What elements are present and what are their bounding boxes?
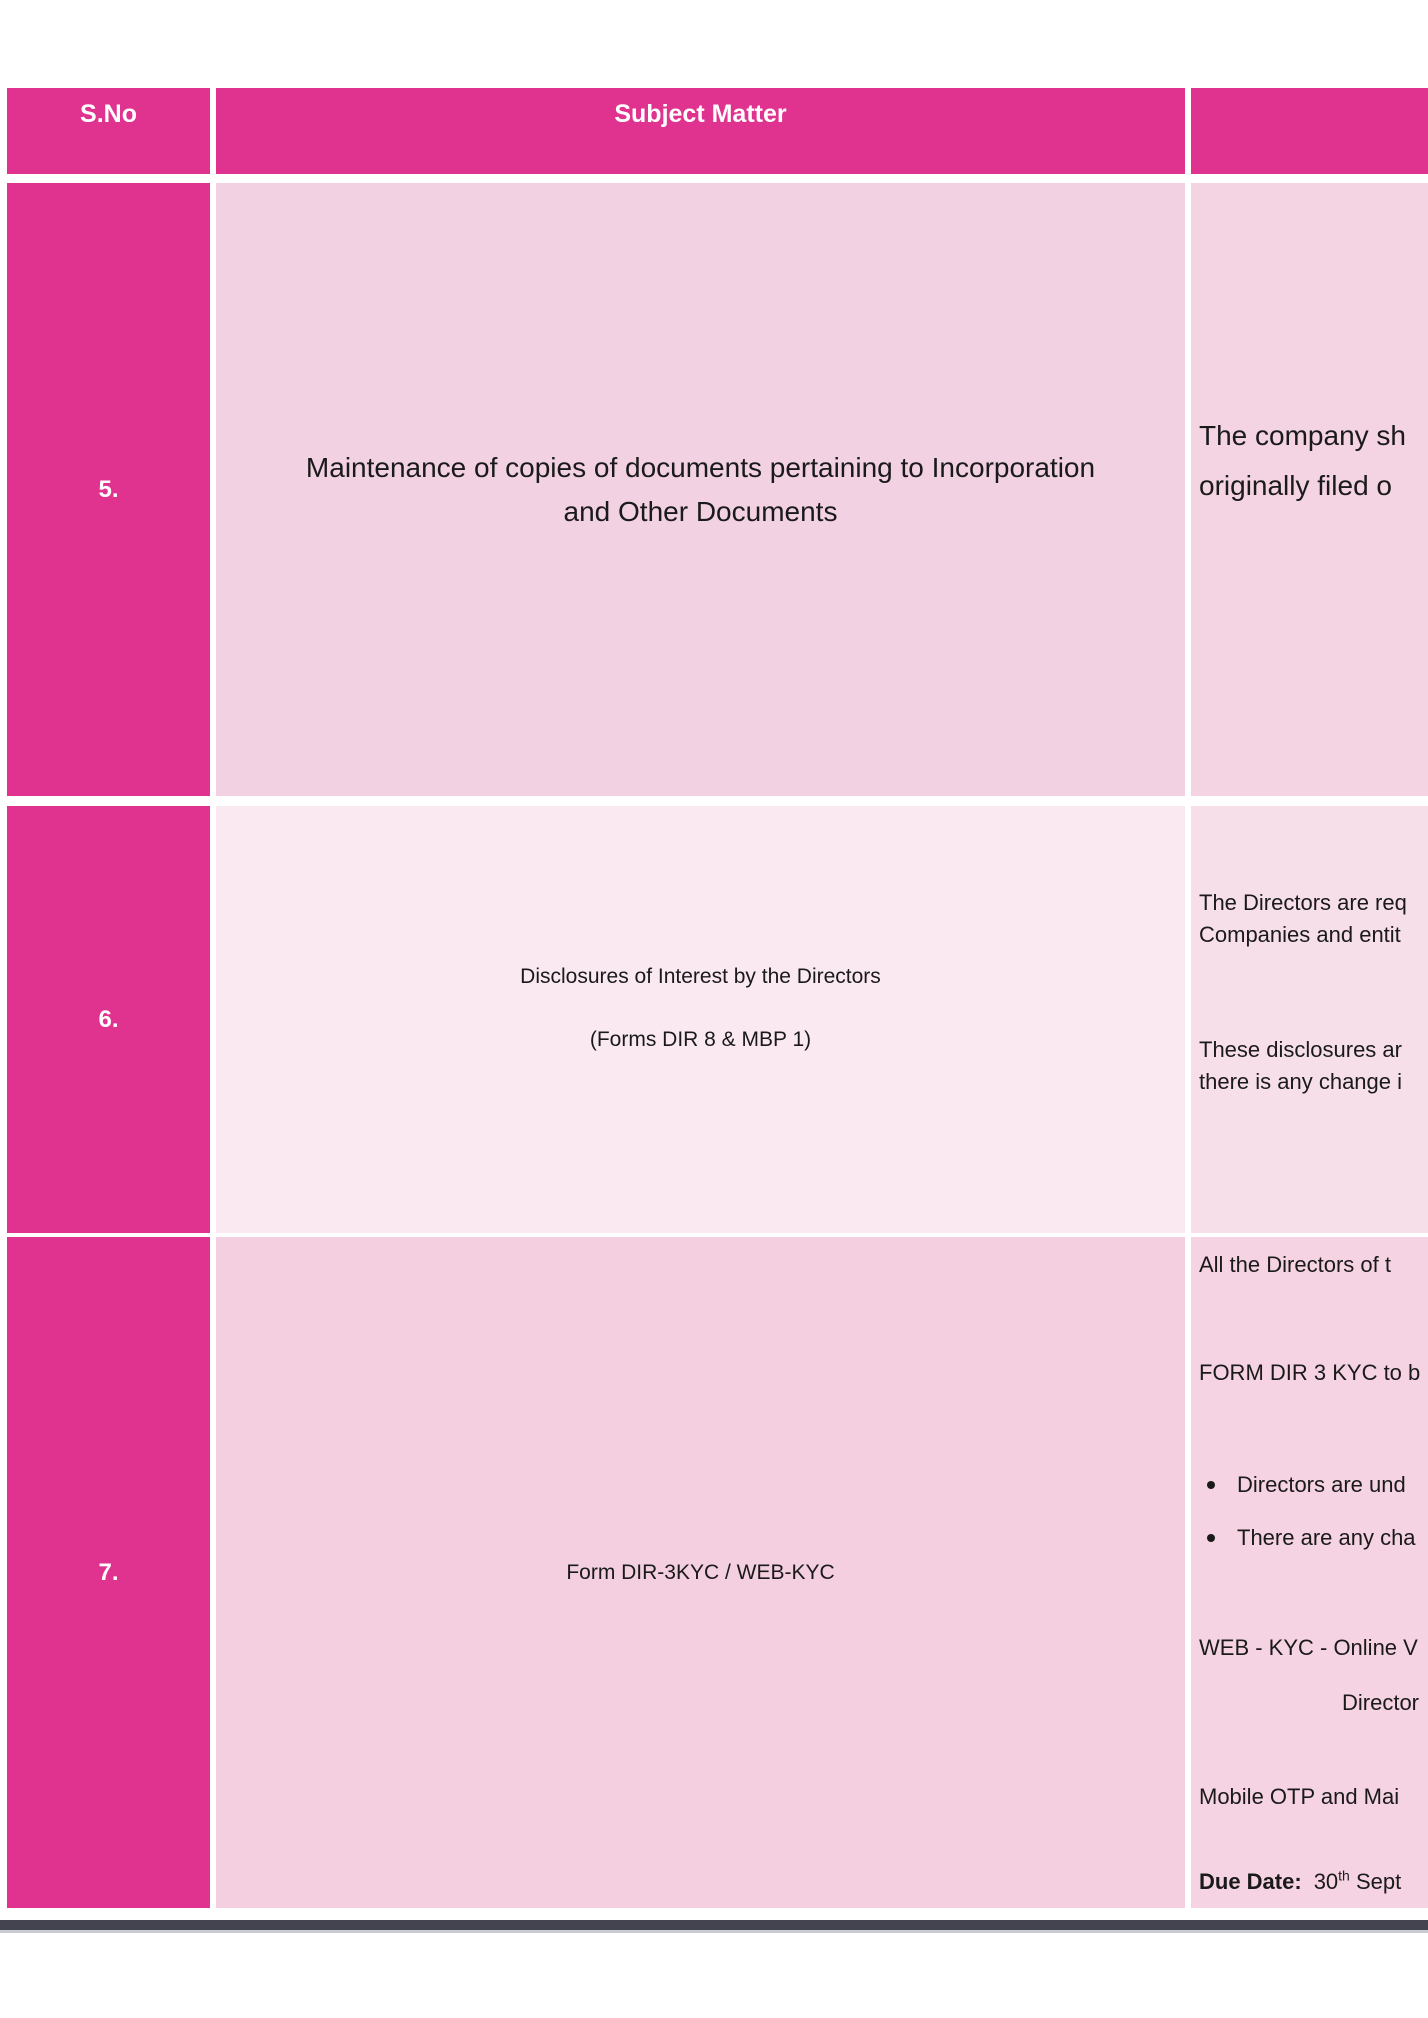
- header-cell-detail: [1191, 88, 1428, 174]
- header-cell-sno: [7, 88, 210, 174]
- row7-sno-cell: [7, 1237, 210, 1908]
- row7-line-web-kyc: WEB - KYC - Online V: [1199, 1635, 1418, 1660]
- row5-sno-cell: [7, 183, 210, 796]
- footer-separator-bar: [0, 1920, 1428, 1933]
- row7-due-date-line: [1191, 1866, 1428, 1898]
- row6-sno: 6.: [98, 1005, 119, 1033]
- row7-detail-cell: [1191, 1237, 1428, 1908]
- bullet-icon: [1207, 1481, 1215, 1489]
- row7-line-all-directors: All the Directors of t: [1199, 1252, 1391, 1277]
- row6-para1-line1: The Directors are req: [1199, 890, 1407, 915]
- row5-detail-line1: The company sh: [1199, 420, 1406, 451]
- header-subject-label: Subject Matter: [614, 100, 787, 128]
- row7-subject-line1: Form DIR-3KYC / WEB-KYC: [566, 1560, 835, 1584]
- row6-para2-line2: there is any change i: [1199, 1069, 1403, 1094]
- row7-line-form-dir-kyc: FORM DIR 3 KYC to b: [1199, 1360, 1421, 1385]
- row7-bullet2: There are any cha: [1237, 1525, 1416, 1550]
- row5-detail-line2: originally filed o: [1199, 470, 1392, 501]
- due-date-ordinal: th: [1338, 1867, 1350, 1884]
- row6-subject-line2: (Forms DIR 8 & MBP 1): [589, 1028, 812, 1051]
- row6-subject-line1: Disclosures of Interest by the Directors: [520, 965, 881, 988]
- row7-line-director: Director: [1342, 1690, 1420, 1715]
- row5-sno: 5.: [98, 475, 119, 503]
- row7-subject-cell: [216, 1237, 1185, 1908]
- row6-detail-cell: [1191, 806, 1428, 1233]
- due-date-label: Due Date:: [1199, 1869, 1302, 1894]
- row5-subject-cell: [216, 183, 1185, 796]
- row6-sno-cell: [7, 806, 210, 1233]
- row7-sno: 7.: [98, 1558, 119, 1586]
- header-cell-subject: [216, 88, 1185, 174]
- row5-subject-line1: Maintenance of copies of documents pertaining to Incorporation: [305, 451, 1096, 483]
- due-date-day: 30: [1313, 1869, 1339, 1894]
- row7-line-mobile-otp: Mobile OTP and Mai: [1199, 1784, 1400, 1809]
- row6-para1-line2: Companies and entit: [1199, 922, 1401, 947]
- row7-bullet1: Directors are und: [1237, 1472, 1406, 1497]
- due-date-month: Sept: [1349, 1869, 1402, 1894]
- header-sno-label: S.No: [80, 100, 137, 128]
- bullet-icon: [1207, 1534, 1215, 1542]
- row5-subject-line2: and Other Documents: [563, 495, 838, 527]
- row6-subject-cell: [216, 806, 1185, 1233]
- row5-detail-cell: [1191, 183, 1428, 796]
- row6-para2-line1: These disclosures ar: [1199, 1037, 1402, 1062]
